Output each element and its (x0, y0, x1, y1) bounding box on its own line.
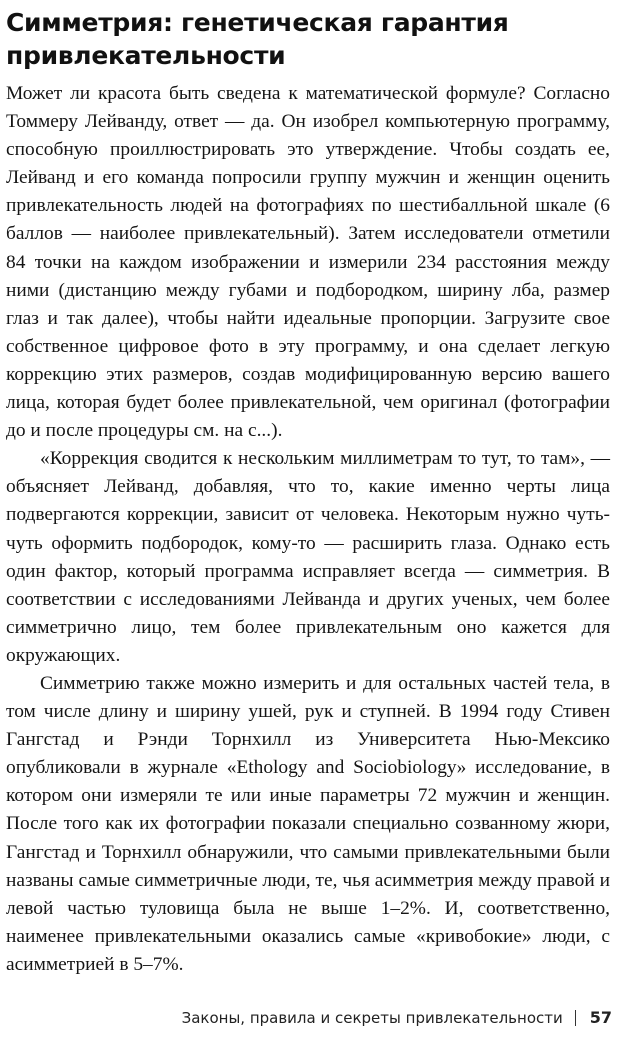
paragraph-1: Может ли красота быть сведена к математической формуле? Согласно Томмеру Лейванду, ответ — да. Он изобрел компьютерную программу, способную проиллюстрировать это утверждение. Чтобы создать ее, Лейванд и его команда попросили группу мужчин и женщин оценить привлекательность людей на фотографиях по шестибалльной шкале (6 баллов — наиболее привлекательный). Затем исследователи отметили 84 точки на каждом изображении и измерили 234 расстояния между ними (дистанцию между губами и подбородком, ширину лба, размер глаз и так далее), чтобы найти идеальные пропорции. Загрузите свое собственное цифровое фото в эту программу, и она сделает легкую коррекцию этих размеров, создав модифицированную версию вашего лица, которая будет более привлекательной, чем оригинал (фотографии до и после процедуры см. на с...). (6, 83, 610, 442)
paragraph-3: Симметрию также можно измерить и для остальных частей тела, в том числе длину и ширину ушей, рук и ступней. В 1994 году Стивен Гангстад и Рэнди Торнхилл из Университета Нью-Мексико опубликовали в журнале «Ethology and Sociobiology» исследование, в котором они измеряли те или иные параметры 72 мужчин и женщин. После того как их фотографии показали специально созванному жюри, Гангстад и Торнхилл обнаружили, что самыми привлекательными были названы самые симметричные люди, те, чья асимметрия между правой и левой частью туловища была не выше 1–2%. И, соответственно, наименее привлекательными оказались самые «кривобокие» люди, с асимметрией в 5–7%. (6, 672, 610, 975)
section-heading: Симметрия: генетическая гарантия привлекательности (6, 8, 509, 70)
paragraph-2: «Коррекция сводится к нескольким миллиметрам то тут, то там», — объясняет Лейванд, добавляя, что то, какие именно черты лица подвергаются коррекции, зависит от человека. Некоторым нужно чуть-чуть оформить подбородок, кому-то — расширить глаза. Однако есть один фактор, который программа исправляет всегда — симметрия. В соответствии с исследованиями Лейванда и других ученых, чем более симметрично лицо, тем более привлекательным оно кажется для окружающих. (6, 448, 610, 666)
body-text (6, 80, 610, 979)
page-footer (182, 1008, 612, 1028)
page-number: 57 (589, 1008, 612, 1027)
footer-separator (575, 1010, 576, 1026)
running-title: Законы, правила и секреты привлекательности (181, 1009, 563, 1027)
